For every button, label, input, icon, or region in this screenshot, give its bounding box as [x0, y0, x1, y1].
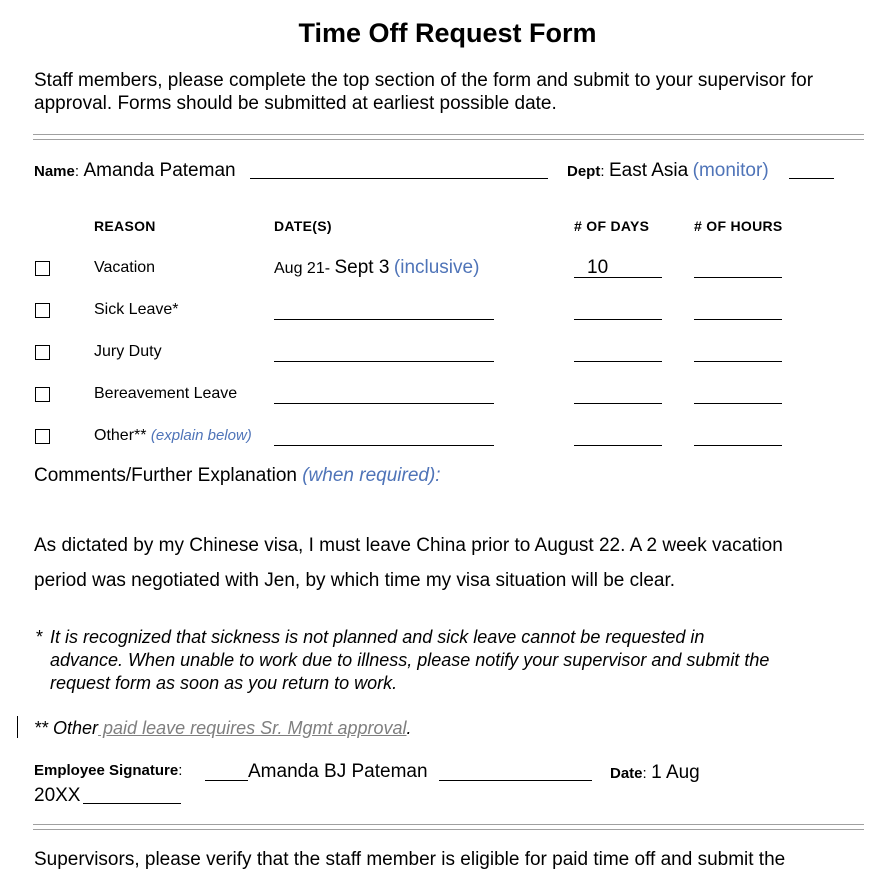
reason-other-label: Other** [94, 427, 147, 444]
header-days: # OF DAYS [574, 218, 650, 234]
dept-row: Dept: East Asia (monitor) [567, 160, 769, 181]
intro-line-1: Staff members, please complete the top section of the form and submit to your supervisor for [34, 70, 814, 91]
signature-underline-right [439, 780, 592, 781]
signature-underline-left [205, 780, 248, 781]
dept-underline [789, 178, 834, 179]
reason-vacation: Vacation [94, 259, 156, 276]
header-hours: # OF HOURS [694, 218, 783, 234]
jury-duty-days-field[interactable] [574, 361, 662, 362]
sick-footnote-line-1: It is recognized that sickness is not planned and sick leave cannot be requested in [50, 627, 705, 647]
jury-duty-dates-field[interactable] [274, 361, 494, 362]
dept-value[interactable]: East Asia [608, 160, 689, 181]
jury-duty-checkbox[interactable] [35, 345, 50, 360]
header-reason: REASON [94, 218, 156, 234]
dept-label: Dept [567, 163, 601, 180]
name-value[interactable]: Amanda Pateman [83, 160, 236, 181]
dept-note: (monitor) [692, 160, 769, 181]
name-row: Name: Amanda Pateman [34, 160, 236, 181]
comments-note: (when required): [302, 465, 441, 486]
jury-duty-hours-field[interactable] [694, 361, 782, 362]
vacation-date-end: Sept 3 [334, 257, 390, 278]
sick-footnote-line-2: advance. When unable to work due to illness, please notify your supervisor and submit the [50, 650, 770, 670]
name-underline [250, 178, 548, 179]
intro-line-2: approval. Forms should be submitted at earliest possible date. [34, 93, 557, 114]
other-footnote-end: . [406, 718, 412, 738]
other-checkbox[interactable] [35, 429, 50, 444]
date-value-continued[interactable]: 20XX [34, 785, 81, 806]
sick-footnote-star: * [36, 627, 44, 647]
signature-label: Employee Signature [34, 762, 179, 779]
date-value[interactable]: 1 Aug [651, 762, 700, 783]
other-footnote-prefix: ** Other [34, 718, 99, 738]
date-underline [83, 803, 181, 804]
vacation-date-start: Aug 21- [274, 260, 331, 277]
supervisor-instructions: Supervisors, please verify that the staff member is eligible for paid time off and submit the [34, 849, 786, 870]
comments-line-2[interactable]: period was negotiated with Jen, by which time my visa situation will be clear. [34, 570, 676, 591]
bereavement-days-field[interactable] [574, 403, 662, 404]
vacation-dates[interactable] [274, 257, 479, 279]
sick-leave-dates-field[interactable] [274, 319, 494, 320]
other-dates-field[interactable] [274, 445, 494, 446]
form-title: Time Off Request Form [298, 18, 597, 48]
signature-value[interactable]: Amanda BJ Pateman [248, 761, 428, 782]
sick-leave-hours-field[interactable] [694, 319, 782, 320]
bereavement-hours-field[interactable] [694, 403, 782, 404]
date-label: Date [610, 765, 643, 782]
comments-label: Comments/Further Explanation [34, 465, 297, 486]
sick-leave-checkbox[interactable] [35, 303, 50, 318]
vacation-days-value[interactable]: 10 [587, 257, 609, 278]
sick-footnote-line-3: request form as soon as you return to work. [50, 673, 398, 693]
comments-heading [34, 465, 441, 487]
other-hours-field[interactable] [694, 445, 782, 446]
date-row: Date: 1 Aug [610, 762, 700, 783]
header-dates: DATE(S) [274, 218, 332, 234]
vacation-date-note: (inclusive) [393, 257, 480, 278]
sick-leave-days-field[interactable] [574, 319, 662, 320]
reason-other-note: (explain below) [150, 427, 252, 444]
reason-sick-leave: Sick Leave* [94, 301, 179, 318]
reason-bereavement: Bereavement Leave [94, 385, 238, 402]
other-footnote-tracked-text: paid leave requires Sr. Mgmt approval [98, 718, 407, 738]
other-days-field[interactable] [574, 445, 662, 446]
vacation-checkbox[interactable] [35, 261, 50, 276]
reason-other [94, 427, 252, 445]
section-divider-bottom [33, 824, 864, 830]
comments-line-1[interactable]: As dictated by my Chinese visa, I must leave China prior to August 22. A 2 week vacation [34, 535, 783, 556]
section-divider-top [33, 134, 864, 140]
bereavement-checkbox[interactable] [35, 387, 50, 402]
vacation-hours-field[interactable] [694, 277, 782, 278]
text-cursor [17, 716, 18, 738]
other-footnote [34, 718, 412, 739]
name-label: Name [34, 163, 75, 180]
reason-jury-duty: Jury Duty [94, 343, 162, 360]
signature-row: Employee Signature: [34, 762, 183, 779]
bereavement-dates-field[interactable] [274, 403, 494, 404]
